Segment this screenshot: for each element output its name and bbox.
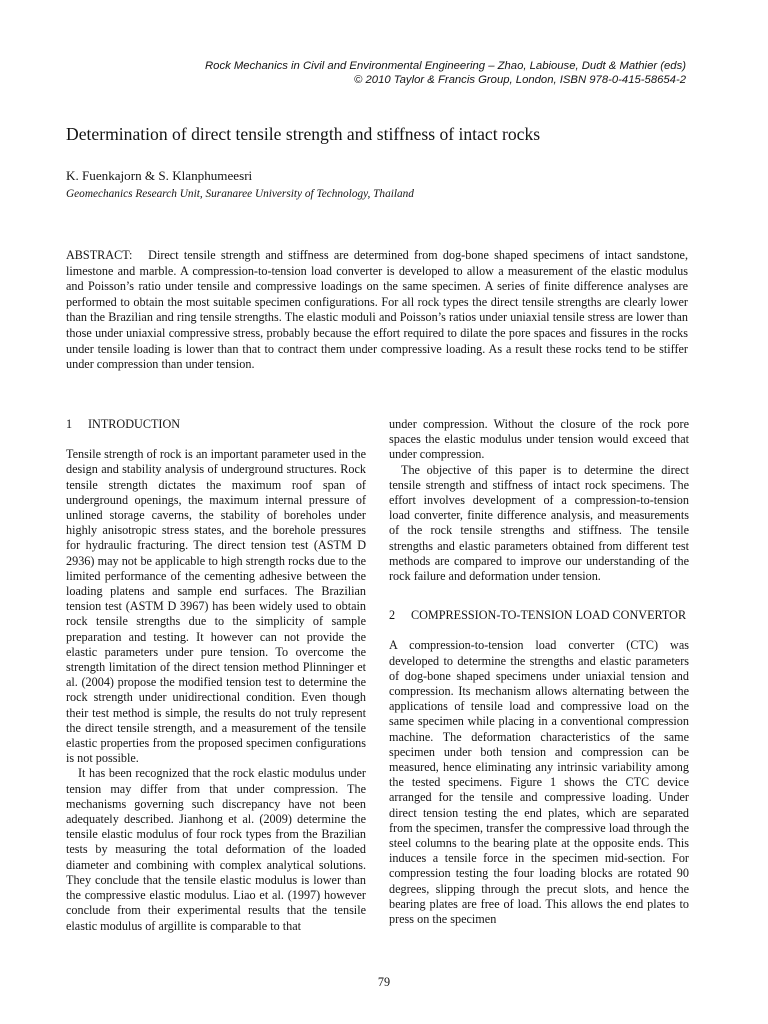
header-copyright: © 2010 Taylor & Francis Group, London, ISBN 978-0-415-58654-2 (354, 74, 686, 86)
paragraph: Tensile strength of rock is an important parameter used in the design and stability analysis of underground structures. Rock tensile strength dictates the maximum roof span of underground openings, the maximum internal pressure of unlined storage caverns, the stability of boreholes under highly anisotropic stress states, and the borehole pressures for hydraulic fracturing. The direct tension test (ASTM D 2936) may not be applicable to high strength rocks due to the limited performance of the cementing adhesive between the loading platens and sample end surfaces. The Brazilian tension test (ASTM D 3967) has been widely used to obtain rock tensile strengths due to the simplicity of sample preparation and testing. It however can not provide the elastic parameters under pure tension. To overcome the strength limitation of the direct tension method Plinninger et al. (2004) propose the modified tension test to determine the rock strength under unidirectional condition. Even though their test method is simple, the results do not truly represent the direct tensile strength, and a measurement of the tensile elastic properties from the proposed specimen configurations is not possible. (66, 447, 366, 766)
section-title: COMPRESSION-TO-TENSION LOAD CONVERTOR (411, 608, 687, 623)
paper-title: Determination of direct tensile strength and stiffness of intact rocks (66, 124, 541, 144)
section-heading-introduction (66, 417, 366, 432)
page-number: 79 (377, 975, 391, 989)
paragraph: under compression. Without the closure of the rock pore spaces the elastic modulus under tension would exceed that under compression. (389, 417, 689, 462)
section-title: INTRODUCTION (88, 417, 181, 431)
affiliation: Geomechanics Research Unit, Suranaree University of Technology, Thailand (66, 188, 414, 200)
running-header (205, 59, 686, 87)
abstract-text: Direct tensile strength and stiffness are determined from dog-bone shaped specimens of intact sandstone, limestone and marble. A compression-to-tension load converter is developed to allow a measurement of the elastic modulus and Poisson’s ratio under tensile and compressive loadings on the same specimen. A series of finite difference analyses are performed to obtain the most suitable specimen configurations. For all rock types the direct tensile strengths are clearly lower than the Brazilian and ring tensile strengths. The elastic moduli and Poisson’s ratios under uniaxial tensile stress are lower than those under uniaxial compressive stress, probably because the effort required to dilate the pore spaces and fissures in the rocks under tensile loading is lower than that to contract them under compressive loading. As a result these rocks tend to be stiffer under compression than under tension. (66, 248, 689, 372)
right-column (389, 417, 689, 927)
paragraph: A compression-to-tension load converter (CTC) was developed to determine the strengths and elastic parameters of dog-bone shaped specimens under uniaxial tension and compression. Its mechanism allows alternating between the applications of tensile load and compressive load on the same specimen while placing in a conventional compression machine. The deformation characteristics of the same specimen under both tension and compression can be measured, hence eliminating any intrinsic variability among the tested specimens. Figure 1 shows the CTC device arranged for the tensile and compressive loading. Under direct tension testing the end plates, which are separated from the specimen, transfer the compressive load through the steel columns to the bearing plate at the opposite ends. This induces a tensile force in the specimen mid-section. For compression testing the four loading blocks are rotated 90 degrees, slipping through the precut slots, and hence the bearing plates are free of load. This allows the end plates to press on the specimen (389, 638, 689, 927)
paragraph: It has been recognized that the rock elastic modulus under tension may differ from that under compression. The mechanisms governing such discrepancy have not been adequately described. Jianhong et al. (2009) determine the tensile elastic modulus of four rock types from the Brazilian tests by measuring the total deformation of the loaded diameter and combining with complex analytical solutions. They conclude that the tensile elastic modulus is lower than the compressive elastic modulus. Liao et al. (1997) however conclude from their experimental results that the tensile elastic modulus of argillite is comparable to that (66, 766, 366, 933)
header-citation: Rock Mechanics in Civil and Environmental Engineering – Zhao, Labiouse, Dudt & Mathier (eds) (205, 60, 686, 72)
paragraph: The objective of this paper is to determine the direct tensile strength and stiffness of intact rock specimens. The effort involves development of a compression-to-tension load converter, finite difference analysis, and measurements of the rock tensile strengths and stiffness. The tensile strengths and elastic parameters obtained from different test methods are compared to improve our understanding of the rock failure and deformation under tension. (389, 462, 689, 584)
authors: K. Fuenkajorn & S. Klanphumeesri (66, 168, 253, 183)
section-number: 2 (389, 608, 396, 623)
abstract (66, 248, 688, 373)
section-number: 1 (66, 417, 73, 431)
left-column (66, 417, 366, 934)
section-heading-ctc (389, 608, 689, 623)
abstract-label: ABSTRACT: (66, 248, 133, 262)
